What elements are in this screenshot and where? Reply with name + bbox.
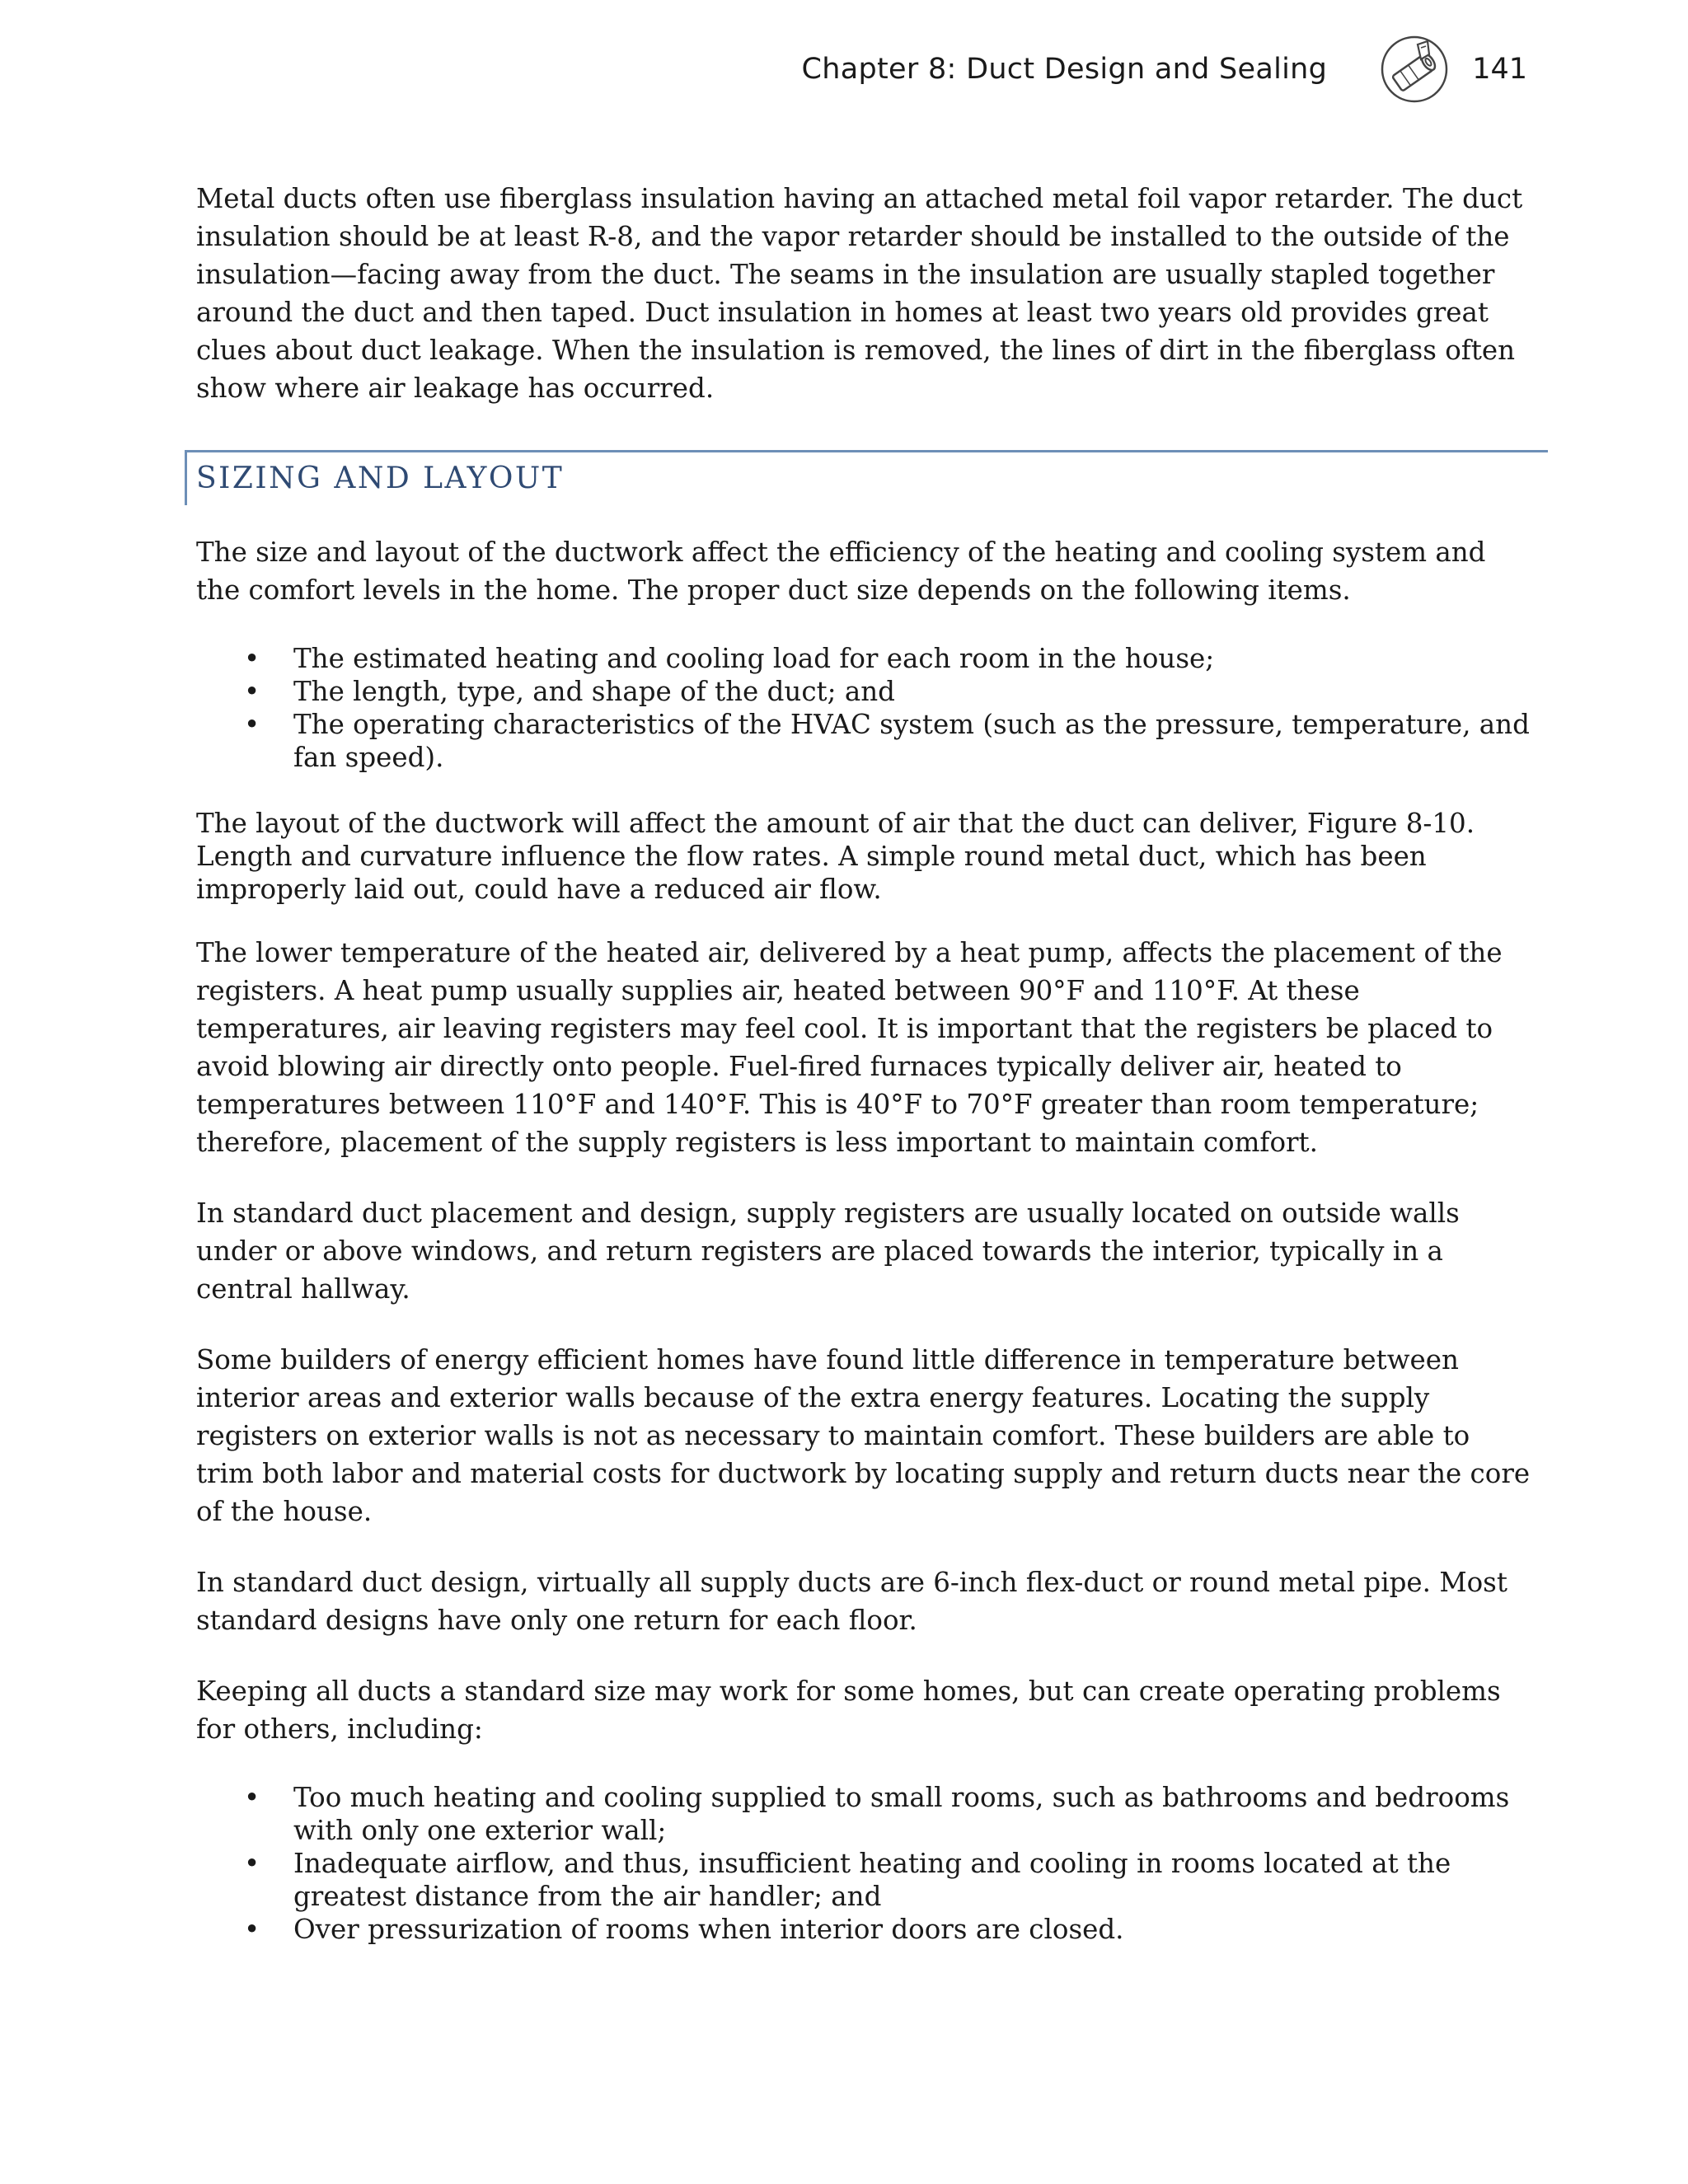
bullet-glyph: • <box>244 676 260 707</box>
intro-paragraph: Metal ducts often use fiberglass insulation having an attached metal foil vapor retarder. The duct insulation should be at least R-8, and the vapor retarder should be installed to the outside of the insulation—facing away from the duct. The seams in the insulation are usually stapled together around the duct and then taped. Duct insulation in homes at least two years old provides great clues about duct leakage. When the insulation is removed, the lines of dirt in the fiberglass often show where air leakage has occurred. <box>196 183 1523 404</box>
bullet-glyph: • <box>244 1914 260 1945</box>
running-header <box>802 43 1527 96</box>
page-number: 141 <box>1472 53 1527 86</box>
page-content <box>196 180 1531 1946</box>
list-item: • The length, type, and shape of the duct; and <box>244 676 895 707</box>
paragraph-layout: The layout of the ductwork will affect the amount of air that the duct can deliver, Figure 8-10. Length and curvature influence the flow rates. A simple round metal duct, which has been improperly laid out, could have a reduced air flow. <box>196 808 1475 905</box>
paragraph-sizing-intro: The size and layout of the ductwork affect the efficiency of the heating and cooling system and the comfort levels in the home. The proper duct size depends on the following items. <box>196 537 1486 606</box>
bullet-glyph: • <box>244 643 260 674</box>
paragraph-standard-size-problems: Keeping all ducts a standard size may work for some homes, but can create operating problems for others, including: <box>196 1675 1501 1745</box>
list-item: • The operating characteristics of the HVAC system (such as the pressure, temperature, and fan speed). <box>244 709 1530 773</box>
list-item: • Over pressurization of rooms when interior doors are closed. <box>244 1914 1124 1945</box>
bullet-glyph: • <box>244 709 260 740</box>
bullet-glyph: • <box>244 1782 260 1813</box>
paragraph-energy-efficient-builders: Some builders of energy efficient homes have found little difference in temperature between interior areas and exterior walls because of the extra energy features. Locating the supply registers on exterior walls is not as necessary to maintain comfort. These builders are able to trim both labor and material costs for ductwork by locating supply and return ducts near the core of the house. <box>196 1344 1531 1527</box>
operating-problems-list <box>196 1781 1531 1946</box>
bullet-glyph: • <box>244 1848 260 1879</box>
list-item: • Too much heating and cooling supplied to small rooms, such as bathrooms and bedrooms with only one exterior wall; <box>244 1782 1510 1846</box>
duct-size-factors-list <box>196 642 1531 774</box>
duct-tape-roll-icon <box>1380 35 1449 104</box>
paragraph-standard-design: In standard duct design, virtually all supply ducts are 6-inch flex-duct or round metal pipe. Most standard designs have only one return for each floor. <box>196 1567 1507 1636</box>
paragraph-heat-pump: The lower temperature of the heated air, delivered by a heat pump, affects the placement of the registers. A heat pump usually supplies air, heated between 90°F and 110°F. At these temperatures, air leaving registers may feel cool. It is important that the registers be placed to avoid blowing air directly onto people. Fuel-fired furnaces typically deliver air, heated to temperatures between 110°F and 140°F. This is 40°F to 70°F greater than room temperature; therefore, placement of the supply registers is less important to maintain comfort. <box>196 937 1503 1158</box>
section-heading: SIZING AND LAYOUT <box>196 462 565 495</box>
section-heading-rule <box>185 450 1548 505</box>
list-item: • Inadequate airflow, and thus, insufficient heating and cooling in rooms located at the greatest distance from the air handler; and <box>244 1848 1451 1912</box>
chapter-title: Chapter 8: Duct Design and Sealing <box>801 53 1328 86</box>
paragraph-standard-placement: In standard duct placement and design, supply registers are usually located on outside walls under or above windows, and return registers are placed towards the interior, typically in a central hallway. <box>196 1197 1460 1305</box>
list-item: • The estimated heating and cooling load for each room in the house; <box>244 643 1215 674</box>
